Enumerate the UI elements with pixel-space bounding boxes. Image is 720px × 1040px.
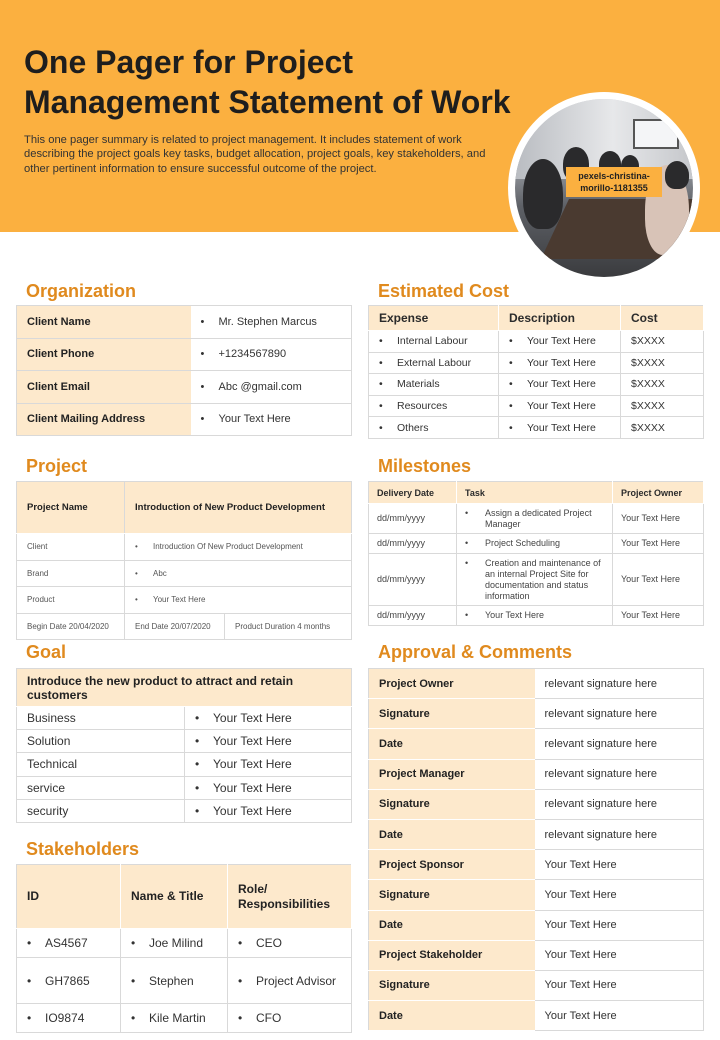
milestones-table <box>368 481 704 626</box>
approval-key: Project Stakeholder <box>369 940 535 970</box>
cost-cell-text: • Your Text Here <box>509 357 596 369</box>
milestones-title: Milestones <box>378 456 472 476</box>
goal-key: Technical <box>17 753 185 776</box>
approval-key: Signature <box>369 880 535 910</box>
approval-key: Signature <box>369 970 535 1000</box>
project-end-date: End Date 20/07/2020 <box>125 613 225 640</box>
goal-value-text: • Your Text Here <box>195 804 292 818</box>
approval-key: Date <box>369 819 535 849</box>
goal-value <box>185 776 352 799</box>
organization-value <box>191 306 352 339</box>
stakeholder-cell <box>17 958 121 1004</box>
goal-header: Introduce the new product to attract and retain customers <box>17 669 352 707</box>
project-key: Product <box>17 587 125 614</box>
organization-row <box>17 403 352 436</box>
goal-row <box>17 753 352 776</box>
cost-cell <box>499 374 621 396</box>
goal-value-text: • Your Text Here <box>195 734 292 748</box>
organization-value-text: • +1234567890 <box>201 348 287 360</box>
cost-header-expense: Expense <box>369 306 499 331</box>
goal-row <box>17 799 352 822</box>
goal-value <box>185 707 352 730</box>
milestone-header-task: Task <box>457 482 613 504</box>
approval-row <box>369 940 704 970</box>
stakeholder-row <box>17 929 352 958</box>
approval-value: Your Text Here <box>535 850 704 880</box>
milestone-header-owner: Project Owner <box>613 482 704 504</box>
milestone-date: dd/mm/yyyy <box>369 504 457 534</box>
project-value <box>125 534 352 561</box>
cost-cell <box>369 331 499 353</box>
cost-cell-text: • Materials <box>379 378 440 390</box>
stakeholder-cell <box>17 929 121 958</box>
cost-cell <box>369 395 499 417</box>
cost-cell <box>499 352 621 374</box>
approval-value: Your Text Here <box>535 970 704 1000</box>
cost-row <box>369 395 704 417</box>
approval-value: relevant signature here <box>535 699 704 729</box>
stakeholder-cell-text: • Stephen <box>131 974 194 988</box>
approval-key: Date <box>369 729 535 759</box>
milestone-row <box>369 504 704 534</box>
cost-cell <box>499 395 621 417</box>
approval-value: Your Text Here <box>535 1001 704 1031</box>
approval-value: relevant signature here <box>535 729 704 759</box>
cost-cell-text: $XXXX <box>631 400 665 413</box>
cost-cell <box>621 352 704 374</box>
stakeholder-cell-text: • Project Advisor <box>238 974 336 988</box>
cost-cell-text: • Your Text Here <box>509 422 596 434</box>
stakeholder-cell-text: • GH7865 <box>27 974 90 988</box>
project-title: Project <box>26 456 88 476</box>
milestone-task-text: Project Scheduling <box>485 538 561 548</box>
approval-row <box>369 970 704 1000</box>
goal-key: Solution <box>17 730 185 753</box>
goal-value-text: • Your Text Here <box>195 711 292 725</box>
approval-row <box>369 850 704 880</box>
milestone-header-date: Delivery Date <box>369 482 457 504</box>
project-row <box>17 587 352 614</box>
goal-key: security <box>17 799 185 822</box>
cost-cell-text: $XXXX <box>631 378 665 391</box>
stakeholder-cell-text: • Joe Milind <box>131 936 203 950</box>
approval-value: Your Text Here <box>535 880 704 910</box>
stakeholders-table <box>16 864 352 1033</box>
stakeholder-cell-text: • Kile Martin <box>131 1011 206 1025</box>
approval-row <box>369 910 704 940</box>
approval-row <box>369 1001 704 1031</box>
goal-row <box>17 776 352 799</box>
goal-row <box>17 730 352 753</box>
milestone-row <box>369 554 704 606</box>
project-name-value: Introduction of New Product Development <box>125 482 352 534</box>
approval-key: Date <box>369 1001 535 1031</box>
approval-row <box>369 759 704 789</box>
cost-row <box>369 352 704 374</box>
project-row <box>17 534 352 561</box>
milestone-row <box>369 534 704 554</box>
project-value-text: • Introduction Of New Product Development <box>135 542 303 551</box>
organization-row <box>17 371 352 404</box>
cost-row <box>369 331 704 353</box>
milestone-task-text: Assign a dedicated Project Manager <box>485 507 592 529</box>
approval-title: Approval & Comments <box>378 642 573 662</box>
milestone-task: • Assign a dedicated Project Manager <box>457 504 613 534</box>
organization-value-text: • Abc @gmail.com <box>201 381 302 393</box>
estimated-cost-title: Estimated Cost <box>378 281 510 301</box>
cost-cell <box>621 331 704 353</box>
stakeholder-row <box>17 1004 352 1033</box>
organization-value <box>191 371 352 404</box>
approval-value: relevant signature here <box>535 669 704 699</box>
cost-cell-text: • External Labour <box>379 357 471 369</box>
cost-cell <box>499 417 621 439</box>
goal-value <box>185 730 352 753</box>
milestone-owner: Your Text Here <box>613 534 704 554</box>
stakeholder-cell <box>228 929 352 958</box>
approval-value: Your Text Here <box>535 940 704 970</box>
goal-value-text: • Your Text Here <box>195 757 292 771</box>
project-begin-date: Begin Date 20/04/2020 <box>17 613 125 640</box>
cost-cell-text: • Internal Labour <box>379 335 468 347</box>
approval-row <box>369 880 704 910</box>
milestone-owner: Your Text Here <box>613 554 704 606</box>
goal-value <box>185 753 352 776</box>
cost-cell <box>621 417 704 439</box>
approval-row <box>369 699 704 729</box>
goal-value-text: • Your Text Here <box>195 781 292 795</box>
approval-value: Your Text Here <box>535 910 704 940</box>
cost-row <box>369 374 704 396</box>
stakeholders-title: Stakeholders <box>26 839 140 859</box>
project-value-text: • Abc <box>135 569 167 578</box>
organization-title: Organization <box>26 281 137 301</box>
organization-value <box>191 403 352 436</box>
cost-cell <box>499 331 621 353</box>
organization-row <box>17 306 352 339</box>
estimated-cost-table <box>368 305 704 439</box>
organization-key: Client Name <box>17 306 191 339</box>
cost-cell-text: • Your Text Here <box>509 400 596 412</box>
approval-key: Project Manager <box>369 759 535 789</box>
cost-cell-text: $XXXX <box>631 421 665 434</box>
project-value <box>125 560 352 587</box>
project-key: Client <box>17 534 125 561</box>
cost-cell-text: • Your Text Here <box>509 335 596 347</box>
approval-table <box>368 668 704 1031</box>
stakeholder-header-name: Name & Title <box>121 865 228 929</box>
cost-cell <box>369 352 499 374</box>
milestone-row <box>369 606 704 626</box>
project-value <box>125 587 352 614</box>
approval-key: Signature <box>369 789 535 819</box>
milestone-task: • Project Scheduling <box>457 534 613 554</box>
goal-row <box>17 707 352 730</box>
cost-header-cost: Cost <box>621 306 704 331</box>
organization-key: Client Mailing Address <box>17 403 191 436</box>
stakeholder-cell-text: • CFO <box>238 1011 281 1025</box>
cost-cell <box>369 374 499 396</box>
organization-table <box>16 305 352 436</box>
milestone-date: dd/mm/yyyy <box>369 554 457 606</box>
milestone-owner: Your Text Here <box>613 606 704 626</box>
milestone-task: • Creation and maintenance of an internal Project Site for documentation and status information <box>457 554 613 606</box>
stakeholder-cell-text: • CEO <box>238 936 282 950</box>
approval-key: Signature <box>369 699 535 729</box>
project-row <box>17 560 352 587</box>
project-key: Brand <box>17 560 125 587</box>
goal-table <box>16 668 352 823</box>
stakeholder-cell <box>121 958 228 1004</box>
approval-key: Project Sponsor <box>369 850 535 880</box>
approval-row <box>369 729 704 759</box>
goal-key: Business <box>17 707 185 730</box>
goal-value <box>185 799 352 822</box>
approval-row <box>369 819 704 849</box>
stakeholder-cell <box>17 1004 121 1033</box>
cost-row <box>369 417 704 439</box>
organization-row <box>17 338 352 371</box>
stakeholder-row <box>17 958 352 1004</box>
approval-value: relevant signature here <box>535 789 704 819</box>
approval-value: relevant signature here <box>535 819 704 849</box>
project-duration: Product Duration 4 months <box>225 613 352 640</box>
stakeholder-cell <box>121 1004 228 1033</box>
photo-caption: pexels-christina-morillo-1181355 <box>566 167 662 197</box>
intro-text: This one pager summary is related to project management. It includes statement of work describing the project goals key tasks, budget allocation, project goals, key stakeholders, and other pertinent information to ensure successful outcome of the project. <box>24 134 486 175</box>
milestone-owner: Your Text Here <box>613 504 704 534</box>
milestone-date: dd/mm/yyyy <box>369 534 457 554</box>
goal-title: Goal <box>26 642 67 662</box>
project-table <box>16 481 352 640</box>
milestone-task: • Your Text Here <box>457 606 613 626</box>
goal-key: service <box>17 776 185 799</box>
stakeholder-header-id: ID <box>17 865 121 929</box>
stakeholder-cell-text: • AS4567 <box>27 936 88 950</box>
milestone-task-text: Your Text Here <box>485 610 545 620</box>
cost-cell-text: $XXXX <box>631 356 665 369</box>
stakeholder-cell-text: • IO9874 <box>27 1011 84 1025</box>
cost-cell <box>621 374 704 396</box>
approval-row <box>369 789 704 819</box>
cost-cell <box>621 395 704 417</box>
stakeholder-cell <box>228 958 352 1004</box>
cost-cell <box>369 417 499 439</box>
approval-value: relevant signature here <box>535 759 704 789</box>
stakeholder-cell <box>121 929 228 958</box>
approval-key: Date <box>369 910 535 940</box>
approval-key: Project Owner <box>369 669 535 699</box>
cost-cell-text: • Others <box>379 422 429 434</box>
milestone-date: dd/mm/yyyy <box>369 606 457 626</box>
organization-value-text: • Your Text Here <box>201 413 291 425</box>
cost-cell-text: • Your Text Here <box>509 378 596 390</box>
organization-value <box>191 338 352 371</box>
page-title: One Pager for Project Management Statement of Work <box>24 44 511 120</box>
approval-row <box>369 669 704 699</box>
milestone-task-text: Creation and maintenance of an internal Project Site for documentation and status information <box>485 557 601 601</box>
cost-header-description: Description <box>499 306 621 331</box>
stakeholder-header-role: Role/ Responsibilities <box>228 865 352 929</box>
organization-value-text: • Mr. Stephen Marcus <box>201 316 317 328</box>
project-name-label: Project Name <box>17 482 125 534</box>
organization-key: Client Email <box>17 371 191 404</box>
cost-cell-text: • Resources <box>379 400 447 412</box>
stakeholder-cell <box>228 1004 352 1033</box>
project-value-text: • Your Text Here <box>135 595 205 604</box>
cost-cell-text: $XXXX <box>631 335 665 348</box>
organization-key: Client Phone <box>17 338 191 371</box>
